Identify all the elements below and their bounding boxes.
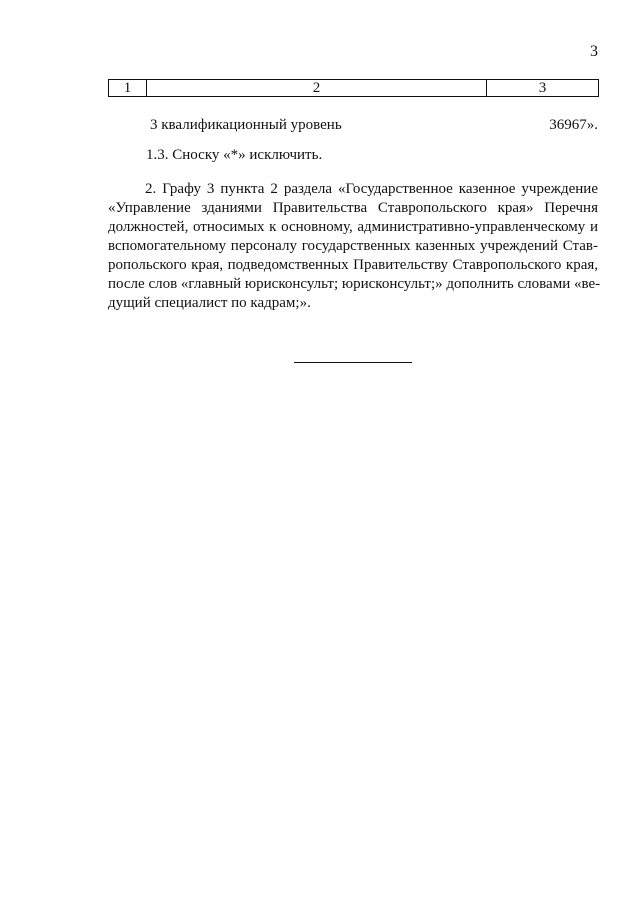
paragraph-2 xyxy=(108,180,601,313)
qualification-level-amount: 36967». xyxy=(549,117,598,133)
table-row xyxy=(109,80,599,97)
qualification-level-row xyxy=(150,115,598,135)
page-number: 3 xyxy=(590,43,598,60)
paragraph-2-line: ропольского края, подведомственных Правительству Ставропольского края, xyxy=(108,257,598,273)
paragraph-1-3: 1.3. Сноску «*» исключить. xyxy=(146,147,323,163)
qualification-level-label: 3 квалификационный уровень xyxy=(150,117,342,133)
paragraph-2-line: должностей, относимых к основному, административно-управленческому и xyxy=(108,219,598,235)
column-number-3: 3 xyxy=(487,80,599,97)
closing-divider-line xyxy=(294,362,412,363)
column-number-2: 2 xyxy=(147,80,487,97)
paragraph-2-line: вспомогательному персоналу государственных казенных учреждений Став- xyxy=(108,238,598,254)
column-header-table xyxy=(108,79,599,97)
paragraph-2-line: 2. Графу 3 пункта 2 раздела «Государственное казенное учреждение xyxy=(145,181,598,197)
paragraph-2-line: «Управление зданиями Правительства Ставропольского края» Перечня xyxy=(108,200,598,216)
paragraph-2-line: дущий специалист по кадрам;». xyxy=(108,295,311,311)
paragraph-2-line: после слов «главный юрисконсульт; юрисконсульт;» дополнить словами «ве- xyxy=(108,276,601,292)
column-number-1: 1 xyxy=(109,80,147,97)
